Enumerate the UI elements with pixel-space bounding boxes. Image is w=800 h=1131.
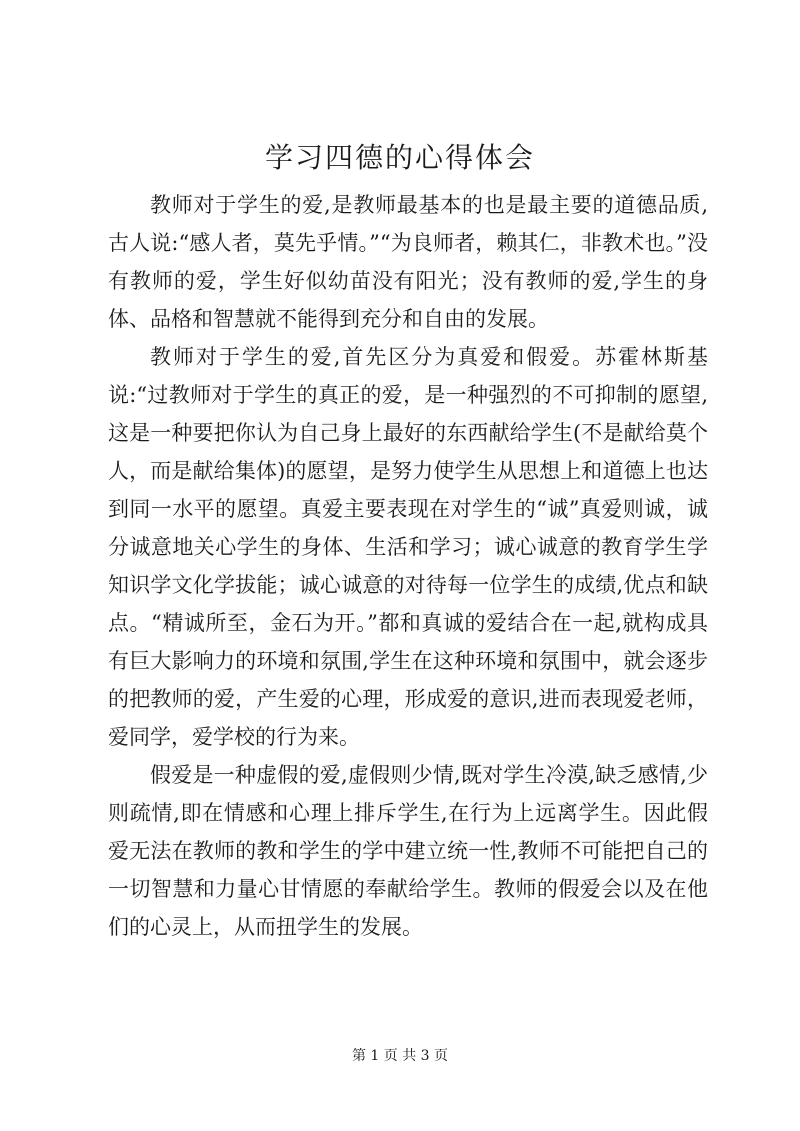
document-title: 学习四德的心得体会 (264, 141, 535, 174)
document-body (108, 186, 708, 946)
paragraph-1: 教师对于学生的爱,是教师最基本的也是最主要的道德品质,古人说:“感人者，莫先乎情。”“为良师者，赖其仁，非教术也。”没有教师的爱，学生好似幼苗没有阳光；没有教师的爱,学生的身体、品格和智慧就不能得到充分和自由的发展。 (108, 193, 708, 331)
paragraph-3: 假爱是一种虚假的爱,虚假则少情,既对学生冷漠,缺乏感情,少则疏情,即在情感和心理上排斥学生,在行为上远离学生。因此假爱无法在教师的教和学生的学中建立统一性,教师不可能把自己的一切智慧和力量心甘情愿的奉献给学生。教师的假爱会以及在他们的心灵上，从而扭学生的发展。 (108, 763, 708, 939)
page-footer: 第 1 页 共 3 页 (351, 1048, 449, 1064)
paragraph-2: 教师对于学生的爱,首先区分为真爱和假爱。苏霍林斯基说:“过教师对于学生的真正的爱，是一种强烈的不可抑制的愿望,这是一种要把你认为自己身上最好的东西献给学生(不是献给莫个人，而是献给集体)的愿望，是努力使学生从思想上和道德上也达到同一水平的愿望。真爱主要表现在对学生的“诚”真爱则诚，诚分诚意地关心学生的身体、生活和学习；诚心诚意的教育学生学知识学文化学拔能；诚心诚意的对待每一位学生的成绩,优点和缺点。“精诚所至，金石为开。”都和真诚的爱结合在一起,就构成具有巨大影响力的环境和氛围,学生在这种环境和氛围中，就会逐步的把教师的爱，产生爱的心理，形成爱的意识,进而表现爱老师，爱同学，爱学校的行为来。 (108, 345, 708, 749)
